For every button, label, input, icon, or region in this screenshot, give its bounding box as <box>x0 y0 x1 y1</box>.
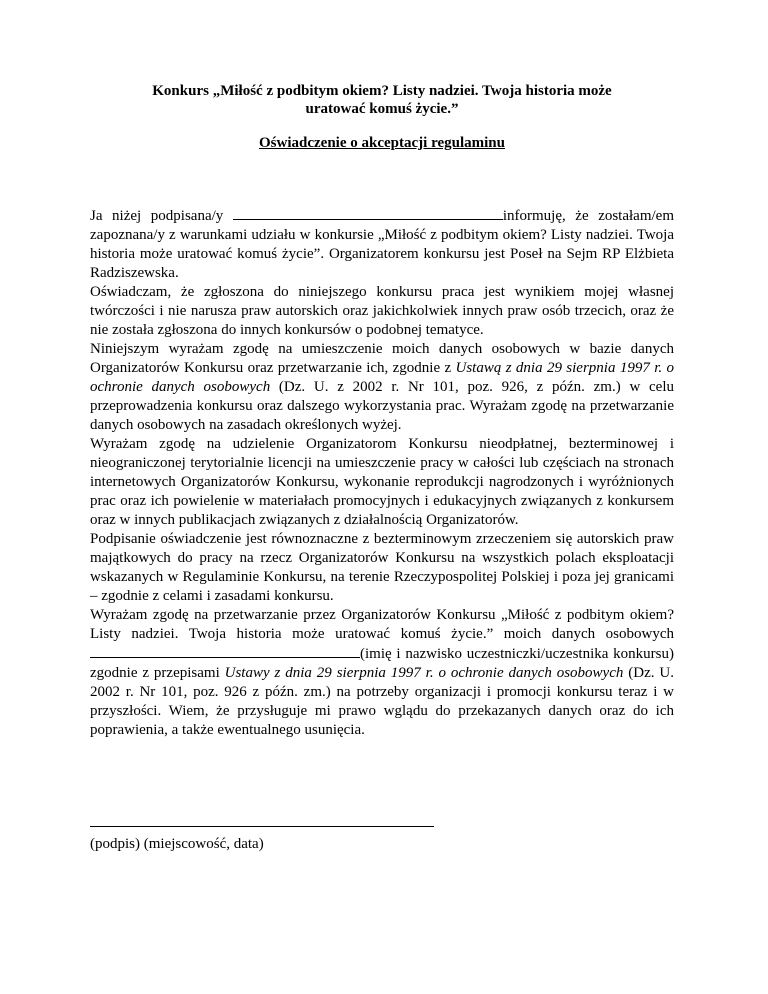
processing-consent-start: Wyrażam zgodę na przetwarzanie przez Organizatorów Konkursu „Miłość z podbitym okiem? Listy nadziei. Twoja historia może uratować komuś życie.” moich danych osobowych <box>90 607 674 642</box>
document-title <box>90 82 674 118</box>
declaration-text: informuję, że zostałam/em zapoznana/y z warunkami udziału w konkursie „Miłość z podbitym okiem? Listy nadziei. Twoja historia może uratować komuś życie”. Organizatorem konkursu jest Poseł na Sejm RP Elżbieta Radziszewska. <box>90 208 674 281</box>
paragraph-data-consent <box>90 340 674 435</box>
title-line-1: Konkurs „Miłość z podbitym okiem? Listy nadziei. Twoja historia może <box>152 83 612 99</box>
paragraph-rights-waiver: Podpisanie oświadczenie jest równoznaczne z bezterminowym zrzeczeniem się autorskich praw majątkowych do pracy na rzecz Organizatorów Konkursu na wszystkich polach eksploatacji wskazanych w Regulaminie Konkursu, na terenie Rzeczypospolitej Polskiej i poza jej granicami – zgodnie z celami i zasadami konkursu. <box>90 531 674 604</box>
data-consent-end: (Dz. U. z 2002 r. Nr 101, poz. 926, z późn. zm.) w celu przeprowadzenia konkursu oraz dalszego wykorzystania prac. Wyrażam zgodę na przetwarzanie danych osobowych na zasadach określonych wyżej. <box>90 379 674 433</box>
document-subtitle: Oświadczenie o akceptacji regulaminu <box>259 135 505 151</box>
document-page <box>90 82 674 740</box>
paragraph-originality: Oświadczam, że zgłoszona do niniejszego konkursu praca jest wynikiem mojej własnej twórczości i nie narusza praw autorskich oraz jakichkolwiek innych praw osób trzecich, oraz że nie została zgłoszona do innych konkursów o podobnej tematyce. <box>90 284 674 338</box>
declaration-intro: Ja niżej podpisana/y <box>90 208 233 224</box>
fullname-hint: (imię i nazwisko uczestniczki/uczestnika konkursu) <box>360 646 674 662</box>
paragraph-declaration <box>90 206 674 283</box>
signature-line[interactable] <box>90 826 434 827</box>
law-reference-2: Ustawy z dnia 29 sierpnia 1997 r. o ochronie danych osobowych <box>224 665 624 681</box>
name-blank-field[interactable] <box>233 206 503 220</box>
data-consent-start: Niniejszym wyrażam zgodę na umieszczenie moich danych osobowych w bazie danych Organizatorów Konkursu oraz przetwarzanie ich, zgodnie z <box>90 341 674 376</box>
statement-body <box>90 206 674 740</box>
paragraph-license: Wyrażam zgodę na udzielenie Organizatorom Konkursu nieodpłatnej, bezterminowej i nieograniczonej terytorialnie licencji na umieszczenie pracy w całości lub częściach na stronach internetowych Organizatorów Konkursu, wykonanie reprodukcji nagrodzonych i wyróżnionych prac oraz ich powielenie w materiałach promocyjnych i edukacyjnych związanych z konkursem oraz w innych publikacjach związanych z działalnością Organizatorów. <box>90 436 674 528</box>
paragraph-processing-consent <box>90 606 674 740</box>
signature-area <box>90 826 436 854</box>
processing-consent-end: (Dz. U. 2002 r. Nr 101, poz. 926 z późn. zm.) na potrzeby organizacji i promocji konkursu teraz i w przyszłości. Wiem, że przysługuje mi prawo wglądu do przekazanych danych oraz do ich poprawienia, a także ewentualnego usunięcia. <box>90 665 674 738</box>
processing-consent-mid: zgodnie z przepisami <box>90 665 225 681</box>
law-reference-plain: Ustawą <box>455 360 502 376</box>
signature-label: (podpis) (miejscowość, data) <box>90 836 264 852</box>
law-reference-italic: z dnia 29 sierpnia 1997 r. o ochronie danych osobowych <box>90 360 674 395</box>
title-line-2: uratować komuś życie.” <box>305 101 459 117</box>
fullname-blank-field[interactable] <box>90 644 360 658</box>
